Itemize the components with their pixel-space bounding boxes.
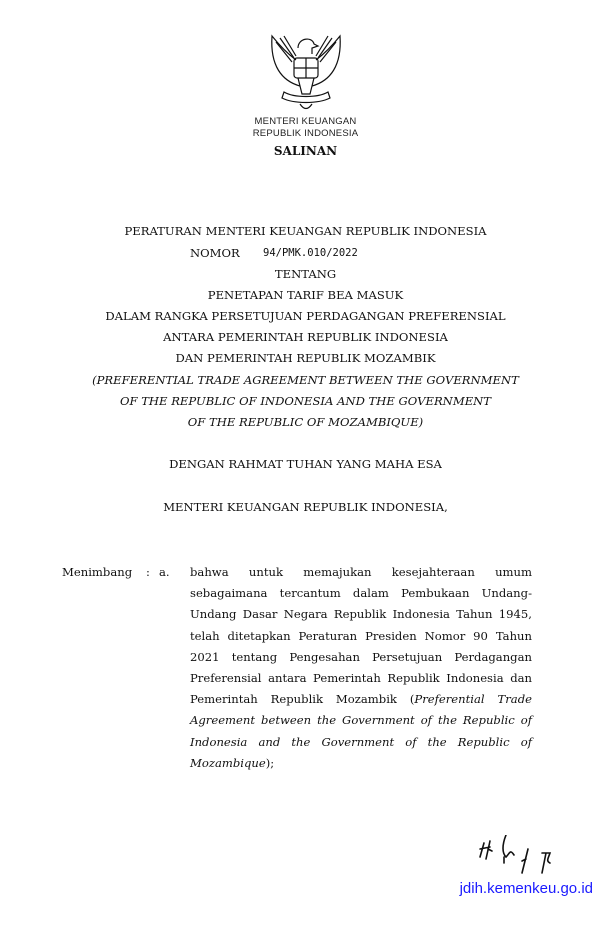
considering-line	[190, 629, 532, 647]
text-segment: Pemerintah Republik Mozambik (	[190, 692, 415, 707]
considering-line	[190, 565, 532, 583]
considering-line	[190, 586, 532, 604]
text-segment: 2021 tentang Pengesahan Persetujuan Perdagangan	[190, 649, 532, 664]
subject-line: PENETAPAN TARIF BEA MASUK	[207, 288, 404, 302]
text-segment: Preferensial antara Pemerintah Republik Indonesia dan	[190, 671, 532, 685]
italic-text: Agreement between the Government of the Republic of	[190, 713, 532, 728]
signature-initials	[476, 835, 560, 877]
text-segment: telah ditetapkan Peraturan Presiden Nomor 90 Tahun	[190, 628, 532, 643]
considering-line	[190, 735, 532, 753]
text-segment: sebagaimana tercantum dalam Pembukaan Undang-	[190, 586, 532, 601]
subject-line: ANTARA PEMERINTAH REPUBLIK INDONESIA	[163, 330, 448, 344]
considering-line	[190, 650, 532, 668]
considering-line	[190, 671, 532, 689]
issuer: MENTERI KEUANGAN REPUBLIK INDONESIA,	[163, 500, 448, 514]
considering-line	[190, 713, 532, 731]
garuda-emblem	[262, 26, 350, 114]
considering-line	[190, 607, 532, 625]
italic-text: Indonesia and the Government of the Republic of	[190, 734, 532, 749]
ministry-name-line1: MENTERI KEUANGAN	[254, 116, 357, 127]
considering-line	[190, 692, 532, 710]
ministry-name-line2: REPUBLIK INDONESIA	[252, 128, 359, 139]
considering-line	[190, 756, 532, 774]
regulation-title: PERATURAN MENTERI KEUANGAN REPUBLIK INDONESIA	[124, 224, 487, 238]
about-label: TENTANG	[274, 267, 337, 281]
italic-text: Preferential Trade	[414, 692, 532, 707]
considering-label: Menimbang	[62, 565, 133, 579]
copy-label: SALINAN	[273, 144, 338, 158]
text-segment: Undang Dasar Negara Republik Indonesia Tahun 1945,	[190, 607, 532, 622]
subject-line: DAN PEMERINTAH REPUBLIK MOZAMBIK	[175, 351, 436, 365]
blessing: DENGAN RAHMAT TUHAN YANG MAHA ESA	[169, 457, 442, 471]
text-segment: );	[265, 755, 275, 770]
subject-en-line: (PREFERENTIAL TRADE AGREEMENT BETWEEN THE GOVERNMENT	[92, 373, 519, 387]
subject-en-line: OF THE REPUBLIC OF MOZAMBIQUE)	[187, 415, 424, 429]
website-link[interactable]: jdih.kemenkeu.go.id	[459, 880, 593, 897]
number-value: 94/PMK.010/2022	[263, 247, 358, 259]
number-label: NOMOR	[190, 246, 240, 260]
subject-line: DALAM RANGKA PERSETUJUAN PERDAGANGAN PREFERENSIAL	[105, 309, 506, 323]
considering-item-marker: a.	[159, 565, 170, 579]
text-segment: bahwa untuk memajukan kesejahteraan umum	[190, 565, 532, 579]
italic-text: Mozambique	[190, 755, 266, 770]
subject-en-line: OF THE REPUBLIC OF INDONESIA AND THE GOVERNMENT	[119, 394, 492, 408]
considering-colon: :	[146, 565, 150, 579]
